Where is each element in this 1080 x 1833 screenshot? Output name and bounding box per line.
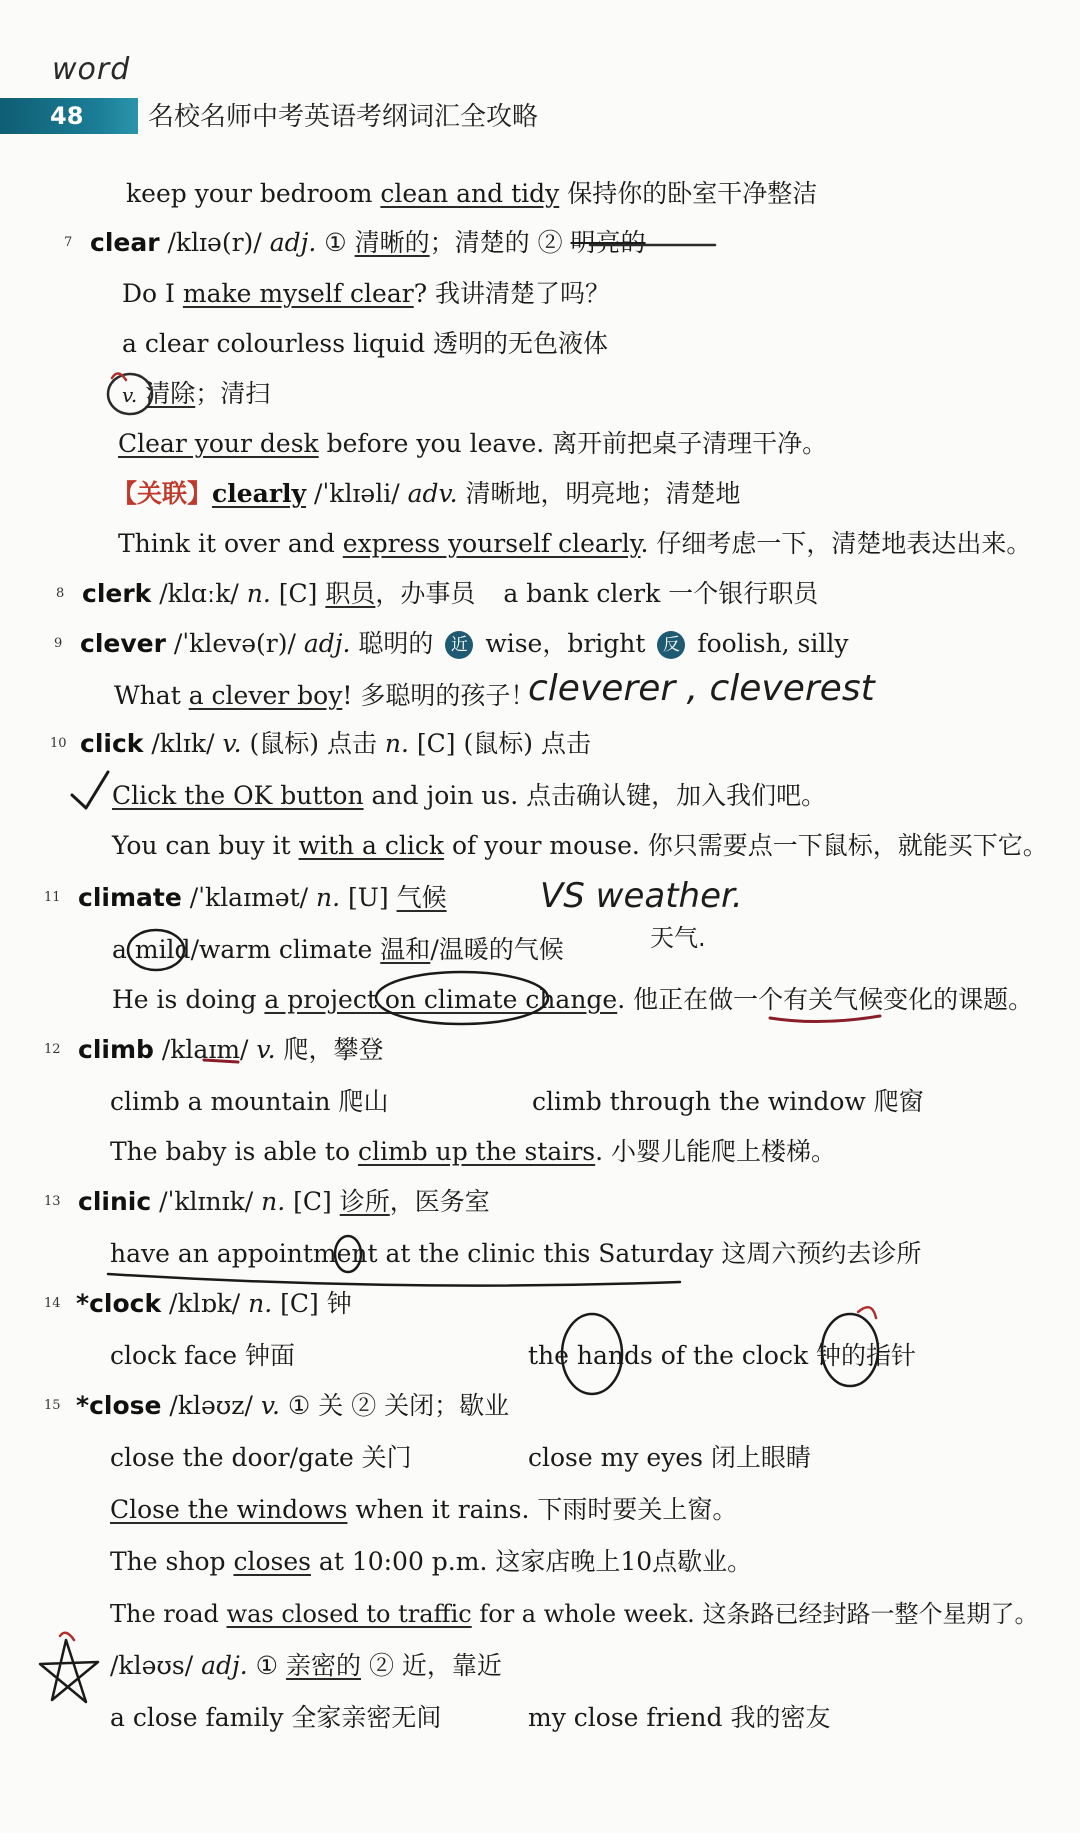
example-line [118,428,827,460]
example-text: You can buy it [112,831,299,860]
part-of-speech: n. [246,579,271,608]
entry-number: 7 [64,235,73,250]
entry-click-headword-line [80,728,591,760]
definition: 爬，攀登 [275,1035,384,1064]
example-line [114,680,535,712]
red-tick-mark [858,1307,876,1318]
definition: ① 关 ② 关闭；歇业 [279,1391,510,1420]
example-text: for a whole week. 这条路已经封路一整个星期了。 [471,1600,1039,1628]
example-underlined: a clever boy [188,681,343,710]
synonyms: wise，bright [477,629,654,658]
example-line [110,1136,836,1168]
part-of-speech: v. [260,1391,280,1420]
example-line: have an appointment at the clinic this Saturday 这周六预约去诊所 [110,1239,922,1268]
example-underlined: Clear your desk [118,429,319,458]
example-text: The shop [110,1547,234,1576]
pronunciation: /klɪk/ [143,729,223,758]
antonym-badge: 反 [657,631,685,659]
example-line: a close family 全家亲密无间 [110,1703,442,1732]
star-mark [40,1640,98,1702]
entry-number: 11 [44,890,61,905]
entry-clever-headword-line [80,628,848,660]
definition: [C] 钟 [272,1289,352,1318]
example-text: Think it over and [118,529,343,558]
entry-number: 10 [50,736,67,751]
example-circled-word: mild [134,935,191,964]
antonyms: foolish, silly [689,629,849,658]
red-tick-mark [60,1633,74,1640]
part-of-speech-circled: v. [122,383,138,407]
example-line: the hands of the clock 钟的指针 [528,1341,917,1370]
related-headword: clearly [212,479,307,508]
example-line: my close friend 我的密友 [528,1703,831,1732]
entry-clinic-headword-line [78,1186,490,1218]
part-of-speech: adj. [303,629,351,658]
headword-clever: clever [80,629,166,658]
example-line [110,1598,1038,1630]
example-line [112,934,564,966]
entry-number: 9 [54,636,63,651]
example-text: He is doing [112,985,265,1014]
pronunciation: /kləʊz/ [161,1391,261,1420]
example-text: The road [110,1600,227,1628]
pronunciation: /klɒk/ [161,1289,249,1318]
example-underlined: express yourself clearly [342,529,641,558]
part-of-speech: v. [256,1035,276,1064]
example-line [112,984,1033,1016]
example-underlined: 温和 [380,935,431,964]
example-underlined: Close the windows [110,1495,348,1524]
definition: [C] (鼠标) 点击 [408,729,591,758]
pronunciation: /ˈklevə(r)/ [165,629,304,658]
underline-mark [108,1274,680,1286]
part-of-speech: adj. [269,228,317,257]
verb-sense-line [122,378,270,411]
entry-climate-headword-line [78,882,447,914]
pronunciation: /ˈklaɪmət/ [181,883,317,912]
definition-underlined: 气候 [396,883,447,912]
example-text: of your mouse. 你只需要点一下鼠标，就能买下它。 [444,831,1048,860]
entry-climb-headword-line [78,1034,383,1066]
handwritten-tianqi: 天气. [650,924,706,952]
definition-underlined: 亲密的 [286,1651,362,1680]
sense-text: ；清楚的 ② [429,228,571,257]
pronunciation: /ˈklɪnɪk/ [151,1187,262,1216]
example-text: when it rains. 下雨时要关上窗。 [347,1495,738,1524]
sense-underlined: 清晰的 [354,228,430,257]
definition-underlined: 诊所 [339,1187,390,1216]
related-word-line [112,478,741,510]
handwritten-clever-forms: cleverer , cleverest [528,668,875,709]
pronunciation: /ˈklɪəli/ [306,479,408,508]
example-text: at 10:00 p.m. 这家店晚上10点歇业。 [310,1547,753,1576]
tidy-example [126,178,817,210]
example-line: a clear colourless liquid 透明的无色液体 [122,329,609,358]
example-text: The baby is able to [110,1137,358,1166]
tidy-example-en: keep your bedroom [126,179,381,208]
definition: [U] [340,883,397,912]
example-zh: . 他正在做一个有关气候变化的课题。 [617,985,1034,1014]
part-of-speech: adv. [407,479,458,508]
tidy-example-zh: 保持你的卧室干净整洁 [559,179,818,208]
example-line: climb a mountain 爬山 [110,1087,389,1116]
handwritten-vs-weather: VS weather. [540,876,743,916]
book-title: 名校名师中考英语考纲词汇全攻略 [148,102,539,132]
definition: ① [247,1651,286,1680]
entry-number: 14 [44,1296,61,1311]
sense-text: ；清扫 [195,379,271,408]
entry-clock-headword-line [76,1288,352,1320]
headword-climate: climate [78,883,182,912]
example-line: close my eyes 闭上眼睛 [528,1443,811,1472]
example-underlined: climb up the stairs [357,1137,596,1166]
definition-underlined: 职员 [325,579,376,608]
part-of-speech: adj. [201,1651,248,1680]
adjective-sense-line [110,1650,502,1682]
example-zh: . 仔细考虑一下，清楚地表达出来。 [640,529,1032,558]
related-tag: 【关联】 [112,479,213,508]
example-line [110,1546,752,1578]
pronunciation: /klɪə(r)/ [159,228,270,257]
entry-number: 15 [44,1398,61,1413]
example-zh: ! 多聪明的孩子！ [342,681,536,710]
example-underlined: make myself clear [182,279,414,308]
example-line: clock face 钟面 [110,1341,296,1370]
synonym-badge: 近 [445,631,473,659]
entry-number: 12 [44,1042,61,1057]
red-underline-mark [770,1016,880,1022]
entry-number: 8 [56,586,65,601]
definition: ② 近，靠近 [361,1651,502,1680]
example-line: close the door/gate 关门 [110,1443,412,1472]
definition: ，医务室 [389,1187,490,1216]
entry-clerk-headword-line [82,578,818,610]
pronunciation: /kləʊs/ [110,1651,202,1680]
example-text: a [112,935,135,964]
headword-clock: *clock [76,1289,162,1318]
example-text: Do I [122,279,183,308]
part-of-speech: n. [248,1289,273,1318]
example-text: /warm climate [190,935,381,964]
definition: (鼠标) 点击 [241,729,385,758]
part-of-speech: n. [384,729,409,758]
example-underlined: closes [233,1547,311,1576]
example-text: before you leave. 离开前把桌子清理干净。 [318,429,828,458]
definition: [C] [270,579,326,608]
example-text: a bank clerk 一个银行职员 [503,579,819,608]
headword-climb: climb [78,1035,154,1064]
example-line [110,1494,737,1526]
example-text: and join us. 点击确认键，加入我们吧。 [363,781,827,810]
example-zh: /温暖的气候 [430,935,564,964]
example-line [122,278,610,310]
example-text: What [114,681,189,710]
checkmark-mark [72,772,108,808]
headword-clerk: clerk [82,579,152,608]
example-line [112,830,1048,862]
page-header [0,0,1080,150]
example-zh: ? 我讲清楚了吗？ [413,279,611,308]
entry-close-headword-line [76,1390,509,1422]
entry-clear-headword-line [90,227,646,259]
example-line: climb through the window 爬窗 [532,1087,924,1116]
sense-marker: ① [316,228,355,257]
headword-click: click [80,729,144,758]
headword-clear: clear [90,228,160,257]
part-of-speech: n. [261,1187,286,1216]
example-underlined: a project on climate change [264,985,618,1014]
definition: 清晰地，明亮地；清楚地 [457,479,741,508]
pronunciation: /klɑːk/ [151,579,247,608]
entry-number: 13 [44,1194,61,1209]
tidy-example-underlined: clean and tidy [380,179,560,208]
part-of-speech: v. [222,729,242,758]
sense-crossed: 明亮的 [570,228,646,257]
example-zh: . 小婴儿能爬上楼梯。 [595,1137,837,1166]
headword-clinic: clinic [78,1187,152,1216]
pronunciation: /klaɪm/ [153,1035,257,1064]
example-underlined: was closed to traffic [226,1600,472,1628]
example-line [112,780,826,812]
handwritten-word-note: word [52,52,131,87]
part-of-speech: n. [316,883,341,912]
sense-underlined: 清除 [145,379,196,408]
page-number: 48 [50,102,84,130]
definition: 聪明的 [350,629,442,658]
definition: ，办事员 [375,579,476,608]
example-underlined: with a click [298,831,445,860]
headword-close: *close [76,1391,162,1420]
definition: [C] [285,1187,340,1216]
example-line [118,528,1031,560]
example-underlined: Click the OK button [112,781,364,810]
